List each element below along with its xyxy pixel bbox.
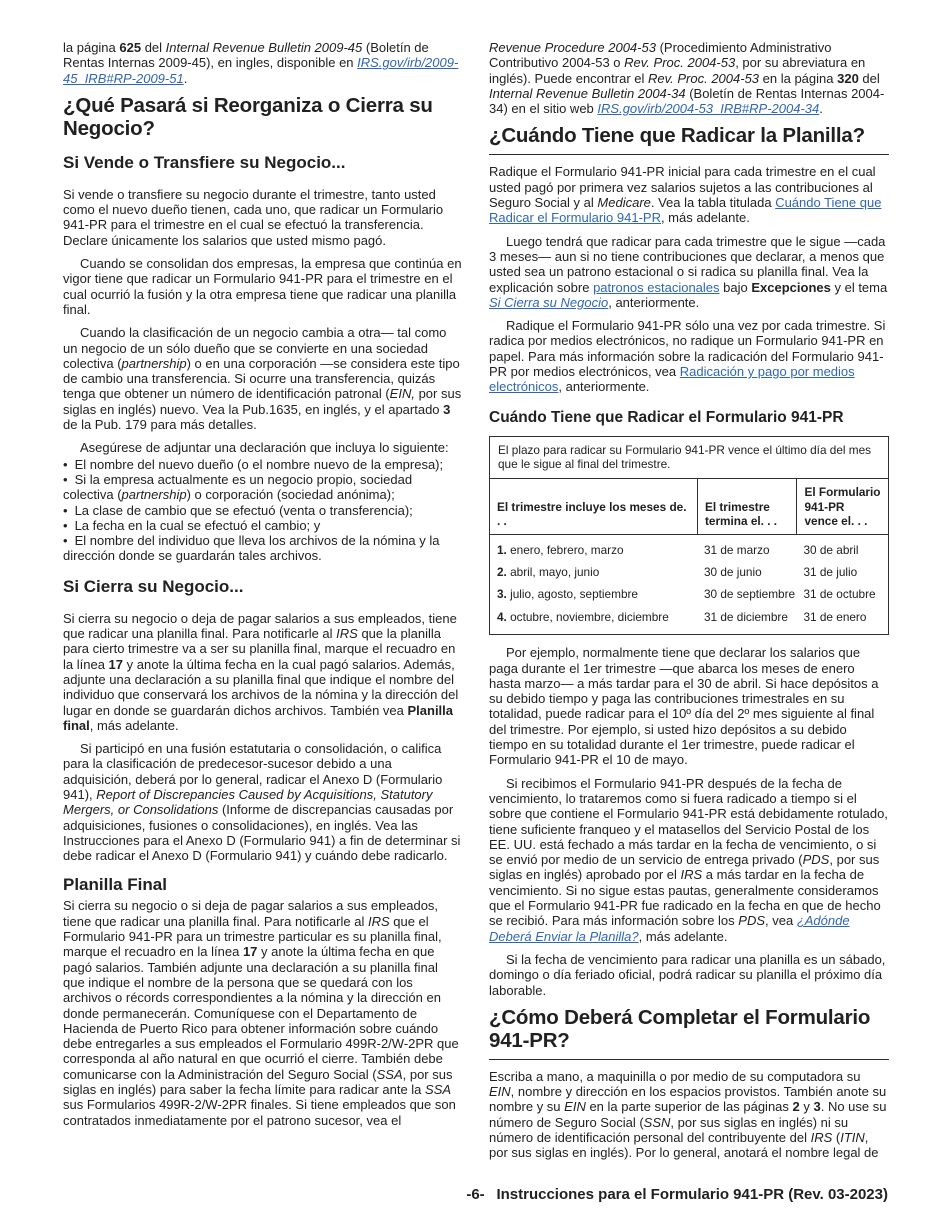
paragraph: Por ejemplo, normalmente tiene que declarar los salarios que paga durante el 1er trimestre —que abarca los meses de enero hasta marzo— a más tardar para el 30 de abril. Si hace depósitos a su debido tiempo y paga las contribuciones trimestrales en su totalidad, puede radicar para el 10º día del 2º mes siguiente al final del trimestre. Por ejemplo, si usted hizo depósitos a su debido tiempo en su totalidad durante el 1er trimestre, puede radicar el Formulario 941-PR el 10 de mayo. [489,645,879,768]
inline-link[interactable]: Cuándo Tiene que Radicar el Formulario 941-PR [489,195,882,226]
paragraph: Cuando la clasificación de un negocio cambia a otra— tal como un negocio de un sólo dueño que se convierte en una sociedad colectiva (partnership) o en una corporación —se considera este tipo de cambio una transferencia. Si ocurre una transferencia, quizás tenga que obtener un número de identificación patronal (EIN, por sus siglas en inglés) nuevo. Vea la Pub.1635, en inglés, y el apartado 3 de la Pub. 179 para más detalles. [63,325,462,433]
table-cell-months: 2. abril, mayo, junio [497,565,600,580]
paragraph: Escriba a mano, a maquinilla o por medio de su computadora su EIN, nombre y dirección en los espacios provistos. También anote su nombre y su EIN en la parte superior de las páginas 2 y 3. No use su número de Seguro Social (SSN, por sus siglas en inglés) ni su número de identificación personal del contribuyente del IRS (ITIN, por sus siglas en inglés). Por lo general, anotará el nombre legal de [489,1068,887,1161]
footer-title: Instrucciones para el Formulario 941-PR (Rev. 03-2023) [496,1186,888,1203]
bullet-item: • La fecha en la cual se efectuó el cambio; y [63,517,321,533]
table-row [490,606,888,628]
italic-text: Internal Revenue Bulletin 2004-34 [489,85,686,101]
section-heading: ¿Cuándo Tiene que Radicar la Planilla? [489,124,865,148]
left-column [63,40,463,1169]
italic-text: EIN, [389,386,415,402]
row-number: 3. [497,587,507,602]
page-footer [63,1186,888,1208]
italic-text: Internal Revenue Bulletin 2009-45 [165,40,363,55]
paragraph: Si recibimos el Formulario 941-PR después de la fecha de vencimiento, lo trataremos como si fuera radicado a tiempo si el sobre que contiene el Formulario 941-PR está debidamente rotulado, tiene suficiente franqueo y el matasellos del Servicio Postal de los EE. UU. está fechado a más tardar en la fecha de vencimiento, o si se envió por medio de un servicio de entrega privado (PDS, por sus siglas en inglés) aprobado por el IRS a más tardar en la fecha de vencimiento. Si no sigue estas pautas, generalmente consideramos que el Formulario 941-PR fue radicado en la fecha en que de hecho se recibió. Para más información sobre los PDS, vea ¿Adónde Deberá Enviar la Planilla?, más adelante. [489,775,888,944]
italic-text: IRS [680,867,703,883]
italic-text: Medicare [597,195,651,211]
table-intro: El plazo para radicar su Formulario 941-PR vence el último día del mes que le sigue al final del trimestre. [490,437,888,480]
paragraph: la página 625 del Internal Revenue Bulletin 2009-45 (Boletín de Rentas Internas 2009-45), en ingles, disponible en IRS.gov/irb/2009-45_IRB#RP-2009-51. [63,40,459,86]
paragraph: Cuando se consolidan dos empresas, la empresa que continúa en vigor tiene que radicar un Formulario 941-PR para el trimestre en el cual ocurrió la fusión y la otra empresa tiene que radicar una planilla final. [63,256,462,317]
bold-text: 17 [242,944,258,960]
right-column [489,40,889,1169]
italic-text: EIN [489,1084,511,1100]
bold-text: 2 [792,1099,800,1115]
bold-text: 3 [443,401,451,417]
bullet-item: • El nombre del nuevo dueño (o el nombre nuevo de la empresa); [63,456,444,472]
bullet-item: • Si la empresa actualmente es un negocio propio, sociedad colectiva (partnership) o corporación (sociedad anónima); [63,471,413,503]
italic-text: PDS [802,852,830,868]
column-header-label: El trimestre incluye los meses de. . . [497,499,687,529]
page-number: -6- [466,1186,485,1203]
subsection-heading: Planilla Final [63,875,167,895]
bullet-icon: • [63,456,68,472]
table-cell-quarter-end: 30 de junio [703,565,762,580]
subsection-heading: Si Vende o Transfiere su Negocio... [63,152,346,172]
column-header [490,479,697,533]
row-number: 4. [497,609,507,624]
table-cell-months: 1. enero, febrero, marzo [497,542,624,557]
table-row [490,561,888,583]
bold-text: 320 [837,70,859,86]
bold-text: Excepciones [751,279,831,295]
table-body [490,535,888,635]
inline-link[interactable]: patronos estacionales [593,279,720,295]
bold-text: 625 [119,40,142,55]
table-cell-months: 4. octubre, noviembre, diciembre [497,609,669,624]
due-date-table [489,436,889,636]
bullet-icon: • [63,502,68,518]
inline-link[interactable]: IRS.gov/irb/2009-45_IRB#RP-2009-51 [63,55,459,86]
two-column-layout [63,40,889,1169]
italic-text: Report of Discrepancies Caused by Acquisitions, Statutory Mergers, or Consolidations [63,786,433,818]
bullet-icon: • [63,533,68,549]
paragraph: Si vende o transfiere su negocio durante el trimestre, tanto usted como el nuevo dueño tienen, cada uno, que radicar un Formulario 941-PR para el trimestre en el cual se efectuó la transferencia. Declare únicamente los salarios que usted mismo pagó. [63,186,444,248]
paragraph: Si la fecha de vencimiento para radicar una planilla es un sábado, domingo o día feriado oficial, podrá radicar su planilla el próximo día laborable. [489,951,886,998]
italic-text: EIN [564,1099,586,1115]
bold-text: 17 [108,656,124,672]
table-row [490,583,888,605]
paragraph: Radique el Formulario 941-PR sólo una vez por cada trimestre. Si radica por medios electrónicos, no radique un Formulario 941-PR en papel. Para más información sobre la radicación del Formulario 941-PR por medios electrónicos, vea Radicación y pago por medios electrónicos, anteriormente. [489,318,886,395]
paragraph: Revenue Procedure 2004-53 (Procedimiento Administrativo Contributivo 2004-53 o Rev. Proc. 2004-53, por su abreviatura en inglés). Puede encontrar el Rev. Proc. 2004-53 en la página 320 del Internal Revenue Bulletin 2004-34 (Boletín de Rentas Internas 2004-34) en el sitio web IRS.gov/irb/2004-53_IRB#RP-2004-34. [489,40,885,117]
italic-text: SSA [376,1066,403,1082]
paragraph: Si cierra su negocio o deja de pagar salarios a sus empleados, tiene que radicar una planilla final. Para notificarle al IRS que la planilla para cierto trimestre va a ser su planilla final, marque el recuadro en la línea 17 y anote la última fecha en la cual pagó salarios. Además, adjunte una declaración a su planilla final que indique el nombre del individuo que conservará los archivos de la nómina y la dirección del lugar en donde se guardarán dichos archivos. También vea Planilla final, más adelante. [63,610,459,733]
bullet-icon: • [63,471,68,487]
heading-rule [489,154,889,155]
section-heading: ¿Qué Pasará si Reorganiza o Cierra su Negocio? [63,93,433,140]
subsection-heading: Si Cierra su Negocio... [63,576,244,596]
table-cell-quarter-end: 31 de marzo [703,542,770,557]
bold-text: 3 [813,1099,821,1115]
table-cell-due-date: 31 de julio [803,565,858,580]
table-cell-quarter-end: 31 de diciembre [703,609,788,624]
italic-text: PDS [738,913,766,929]
column-header-label: El Formulario 941-PR vence el. . . [804,485,881,529]
italic-text: IRS [810,1130,833,1146]
italic-text: IRS [367,913,390,929]
italic-text: SSN [643,1114,671,1130]
bullet-item: • El nombre del individuo que lleva los archivos de la nómina y la dirección donde se guardarán tales archivos. [63,533,440,564]
heading-rule [489,1059,889,1060]
table-cell-quarter-end: 30 de septiembre [703,587,796,602]
section-heading: ¿Cómo Deberá Completar el Formulario 941-PR? [489,1005,871,1052]
inline-link[interactable]: Radicación y pago por medios electrónicos [489,364,855,395]
italic-text: SSA [425,1082,452,1098]
bold-text: Planilla final [63,702,454,733]
italic-text: IRS [336,626,358,642]
table-cell-months: 3. julio, agosto, septiembre [497,587,638,602]
table-cell-due-date: 31 de octubre [803,587,876,602]
italic-text: Rev. Proc. 2004-53 [624,55,736,71]
paragraph: Asegúrese de adjuntar una declaración que incluya lo siguiente: [80,440,449,456]
italic-text: ITIN [840,1130,865,1146]
italic-text: partnership [121,355,187,371]
table-header-row [490,479,888,534]
paragraph: Radique el Formulario 941-PR inicial para cada trimestre en el cual usted pagó por primera vez salarios sujetos a las contribuciones al Seguro Social y al Medicare. Vea la tabla titulada Cuándo Tiene que Radicar el Formulario 941-PR, más adelante. [489,164,882,226]
row-number: 1. [497,542,507,557]
italic-text: partnership [121,487,187,503]
column-header-label: El trimestre termina el. . . [704,499,778,529]
table-cell-due-date: 30 de abril [803,542,859,557]
paragraph: Si cierra su negocio o si deja de pagar salarios a sus empleados, tiene que radicar una planilla final. Para notificarle al IRS que el Formulario 941-PR para un trimestre particular es su planilla final, marque el recuadro en la línea 17 y anote la última fecha en que pagó salarios. También adjunte una declaración a su planilla final que indique el nombre de la persona que se quedará con los archivos o récords correspondientes a la nómina y la dirección en donde permanecerán. Comuníquese con el Departamento de Hacienda de Puerto Rico para obtener información sobre cuándo debe entregarles a sus empleados el Formulario 499R-2/W-2PR que corresponda al año natural en que ocurrió el cierre. También debe comunicarse con la Administración del Seguro Social (SSA, por sus siglas en inglés) para saber la fecha límite para radicar ante la SSA sus Formularios 499R-2/W-2PR finales. Si tiene empleados que son contratados inmediatamente por el patrono sucesor, vea el [63,898,459,1128]
paragraph: Luego tendrá que radicar para cada trimestre que le sigue —cada 3 meses— aun si no tiene contribuciones que declarar, a menos que usted sea un patrono estacional o si radica su planilla final. Vea la explicación sobre patronos estacionales bajo Excepciones y el tema Si Cierra su Negocio, anteriormente. [489,233,888,310]
inline-link[interactable]: IRS.gov/irb/2004-53_IRB#RP-2004-34 [597,101,820,117]
column-header [796,479,888,533]
subsection-heading: Cuándo Tiene que Radicar el Formulario 941-PR [489,408,844,426]
bullet-item: • La clase de cambio que se efectuó (venta o transferencia); [63,502,413,518]
italic-text: Rev. Proc. 2004-53 [647,70,760,86]
column-header [697,479,797,533]
italic-text: Revenue Procedure 2004-53 [489,40,656,55]
inline-link[interactable]: ¿Adónde Deberá Enviar la Planilla? [489,913,850,944]
row-number: 2. [497,565,507,580]
paragraph: Si participó en una fusión estatutaria o consolidación, o califica para la clasificación de predecesor-sucesor debido a una adquisición, deberá por lo general, radicar el Anexo D (Formulario 941), Report of Discrepancies Caused by Acquisitions, Statutory Mergers, or Consolidations (Informe de discrepancias causadas por adquisiciones, fusiones o consolidaciones), en inglés. Vea las Instrucciones para el Anexo D (Formulario 941) a fin de determinar si debe radicar el Anexo D (Formulario 941) y cuándo debe radicarlo. [63,741,461,864]
bullet-icon: • [63,517,68,533]
table-cell-due-date: 31 de enero [803,609,867,624]
inline-link[interactable]: Si Cierra su Negocio [489,294,609,310]
table-row [490,539,888,561]
